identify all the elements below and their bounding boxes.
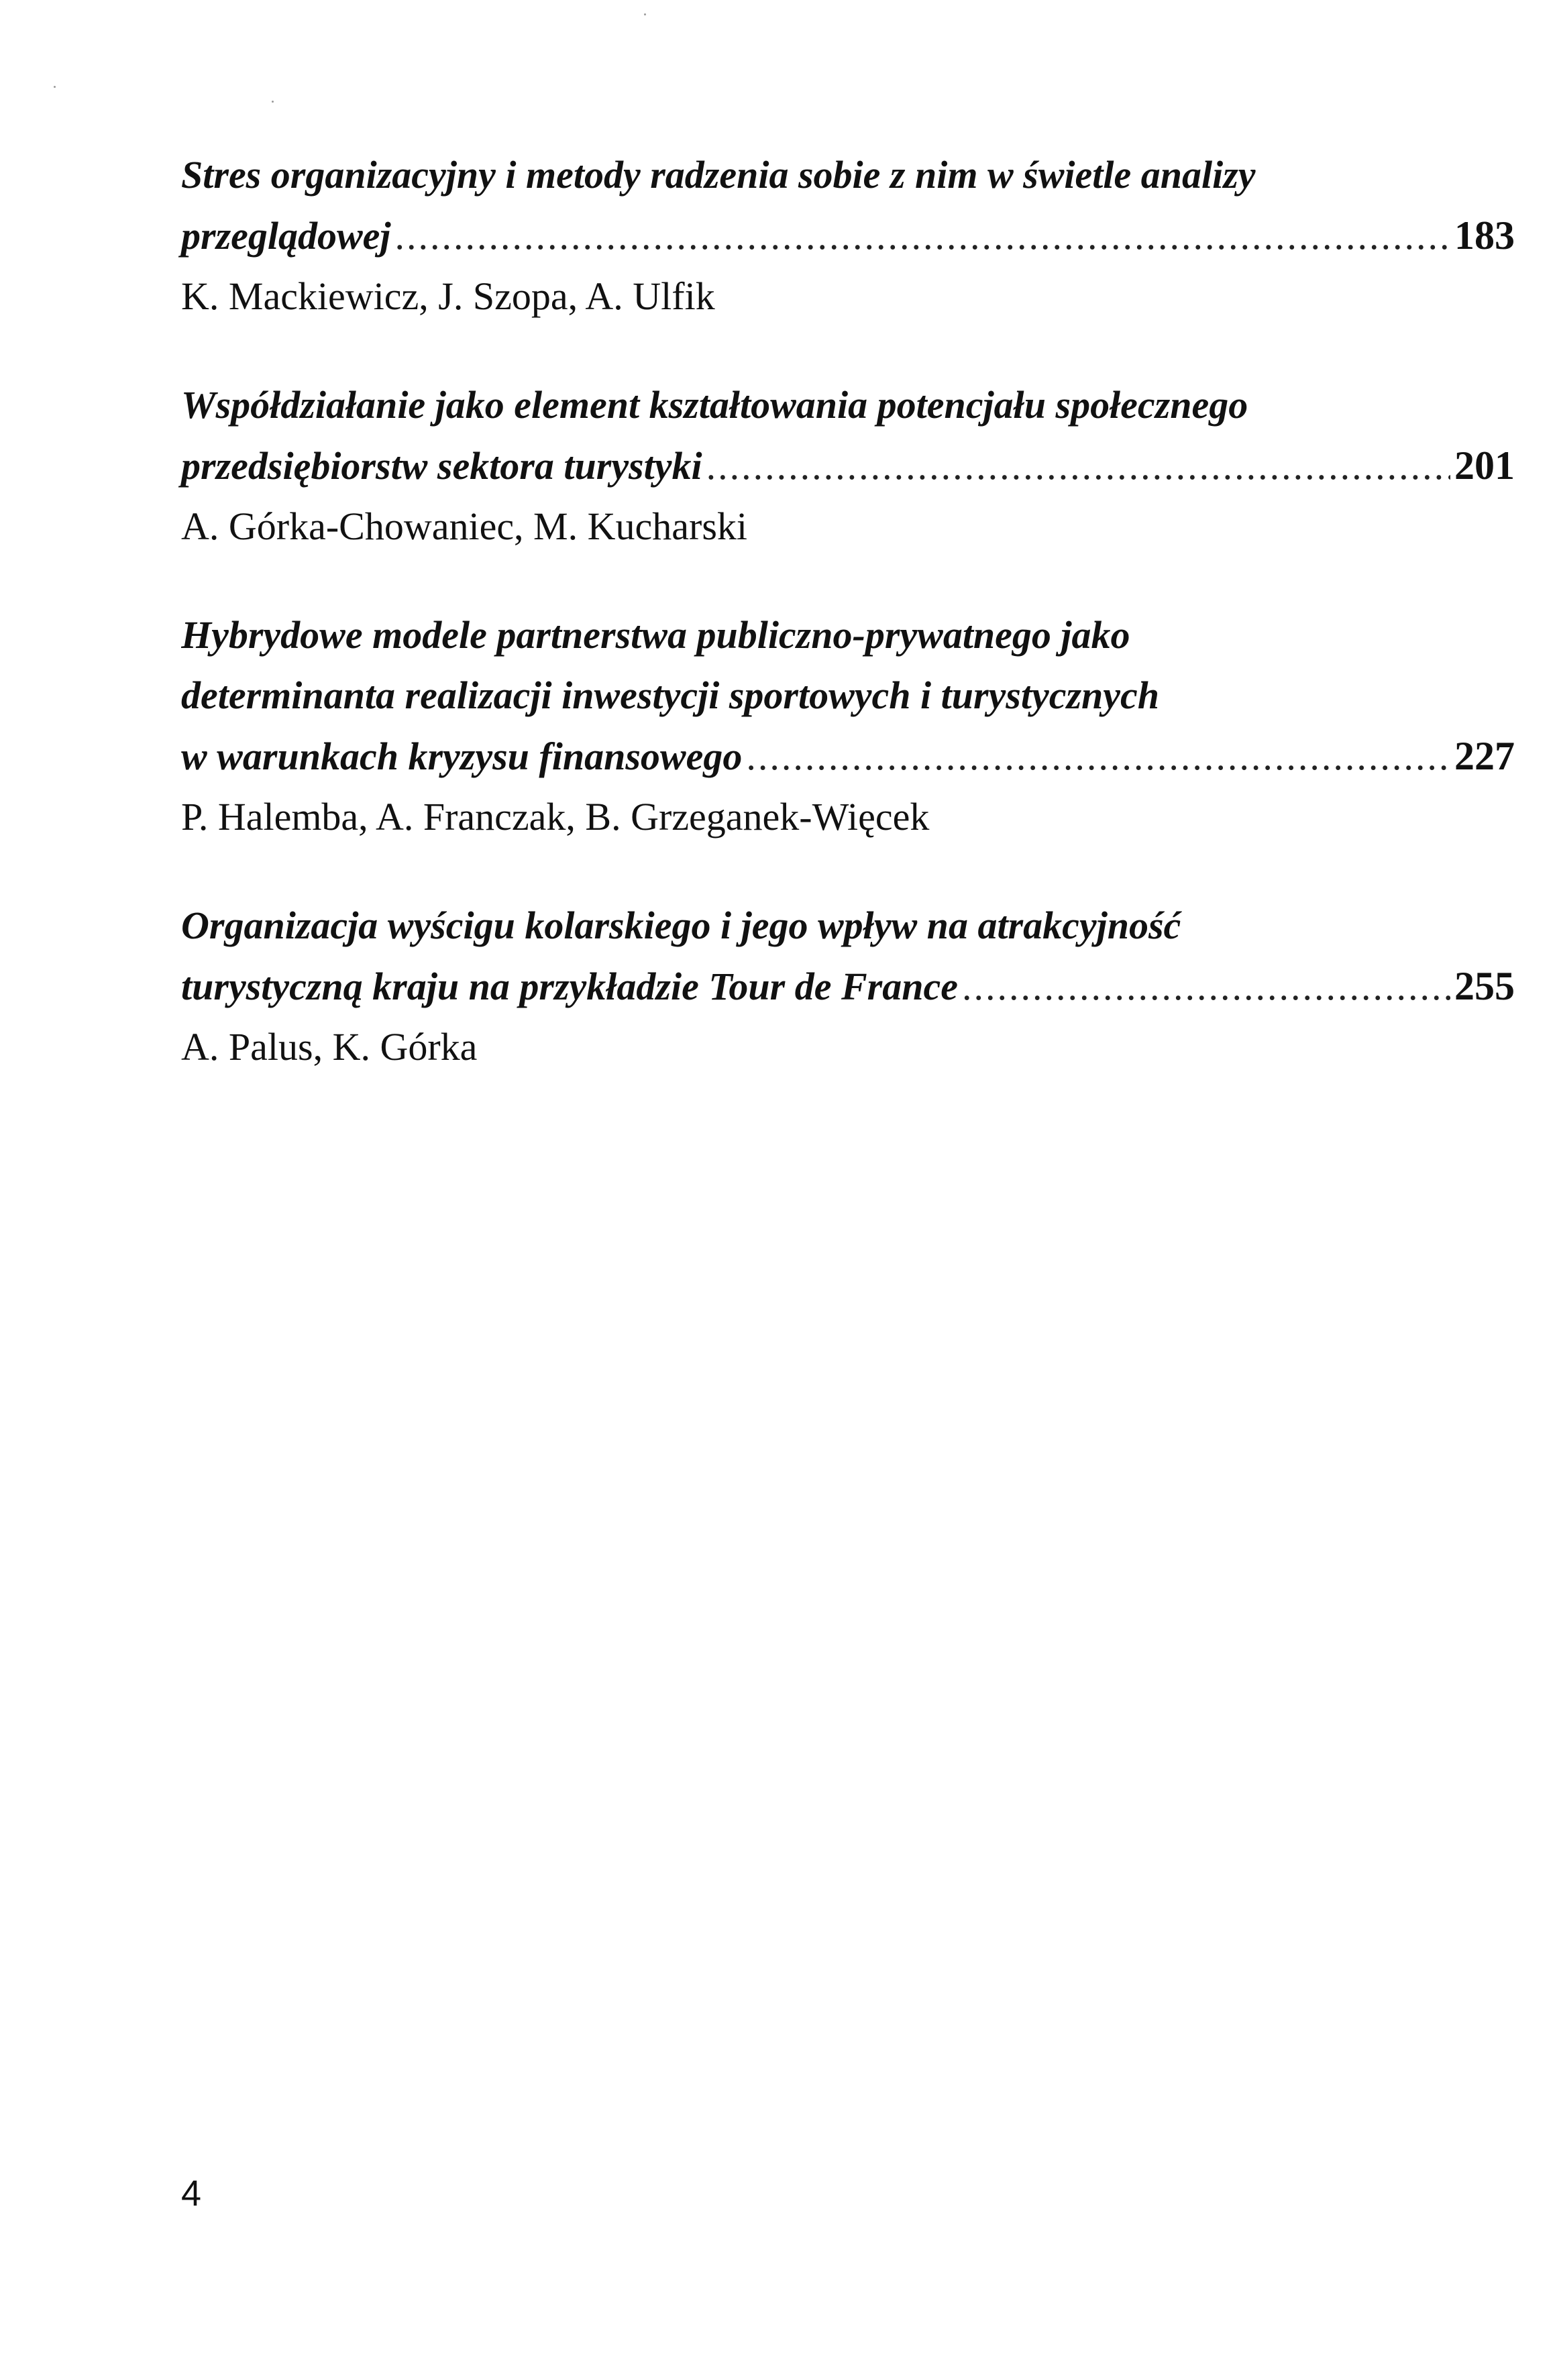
entry-title-line: Stres organizacyjny i metody radzenia sobie z nim w świetle analizy (181, 153, 1256, 197)
entry-page-number: 227 (1454, 734, 1515, 778)
entry-title-line: Organizacja wyścigu kolarskiego i jego wpływ na atrakcyjność (181, 904, 1181, 947)
entry-title-last-line (181, 956, 1515, 1017)
toc-entry (181, 145, 1515, 327)
entry-page-number: 201 (1454, 443, 1515, 488)
entry-authors: A. Górka-Chowaniec, M. Kucharski (181, 504, 748, 548)
dot-leader (706, 436, 1450, 496)
entry-authors: K. Mackiewicz, J. Szopa, A. Ulfik (181, 274, 715, 318)
dot-leader (746, 726, 1450, 787)
entry-title-last-line (181, 435, 1515, 496)
entry-title-line: Hybrydowe modele partnerstwa publiczno-prywatnego jako (181, 613, 1130, 657)
scan-speck (54, 86, 56, 88)
scan-speck (644, 13, 646, 15)
dot-leader (962, 957, 1450, 1017)
entry-title-line: determinanta realizacji inwestycji sportowych i turystycznych (181, 673, 1160, 717)
entry-page-number: 183 (1454, 213, 1515, 258)
toc-entry (181, 375, 1515, 557)
toc-entry (181, 605, 1515, 847)
entry-title-text: turystyczną kraju na przykładzie Tour de France (181, 965, 958, 1008)
entry-title-last-line (181, 726, 1515, 787)
toc-entry (181, 896, 1515, 1077)
entry-title-last-line (181, 205, 1515, 266)
entry-title-text: w warunkach kryzysu finansowego (181, 735, 743, 778)
entry-title-text: przedsiębiorstw sektora turystyki (181, 444, 702, 488)
scan-speck (272, 101, 274, 103)
page-number: 4 (181, 2173, 202, 2214)
entry-title-text: przeglądowej (181, 214, 391, 258)
entry-authors: P. Halemba, A. Franczak, B. Grzeganek-Więcek (181, 795, 930, 839)
entry-title-line: Współdziałanie jako element kształtowania potencjału społecznego (181, 383, 1248, 427)
entry-authors: A. Palus, K. Górka (181, 1025, 478, 1069)
table-of-contents (181, 145, 1515, 1077)
dot-leader (395, 206, 1450, 266)
entry-page-number: 255 (1454, 964, 1515, 1008)
